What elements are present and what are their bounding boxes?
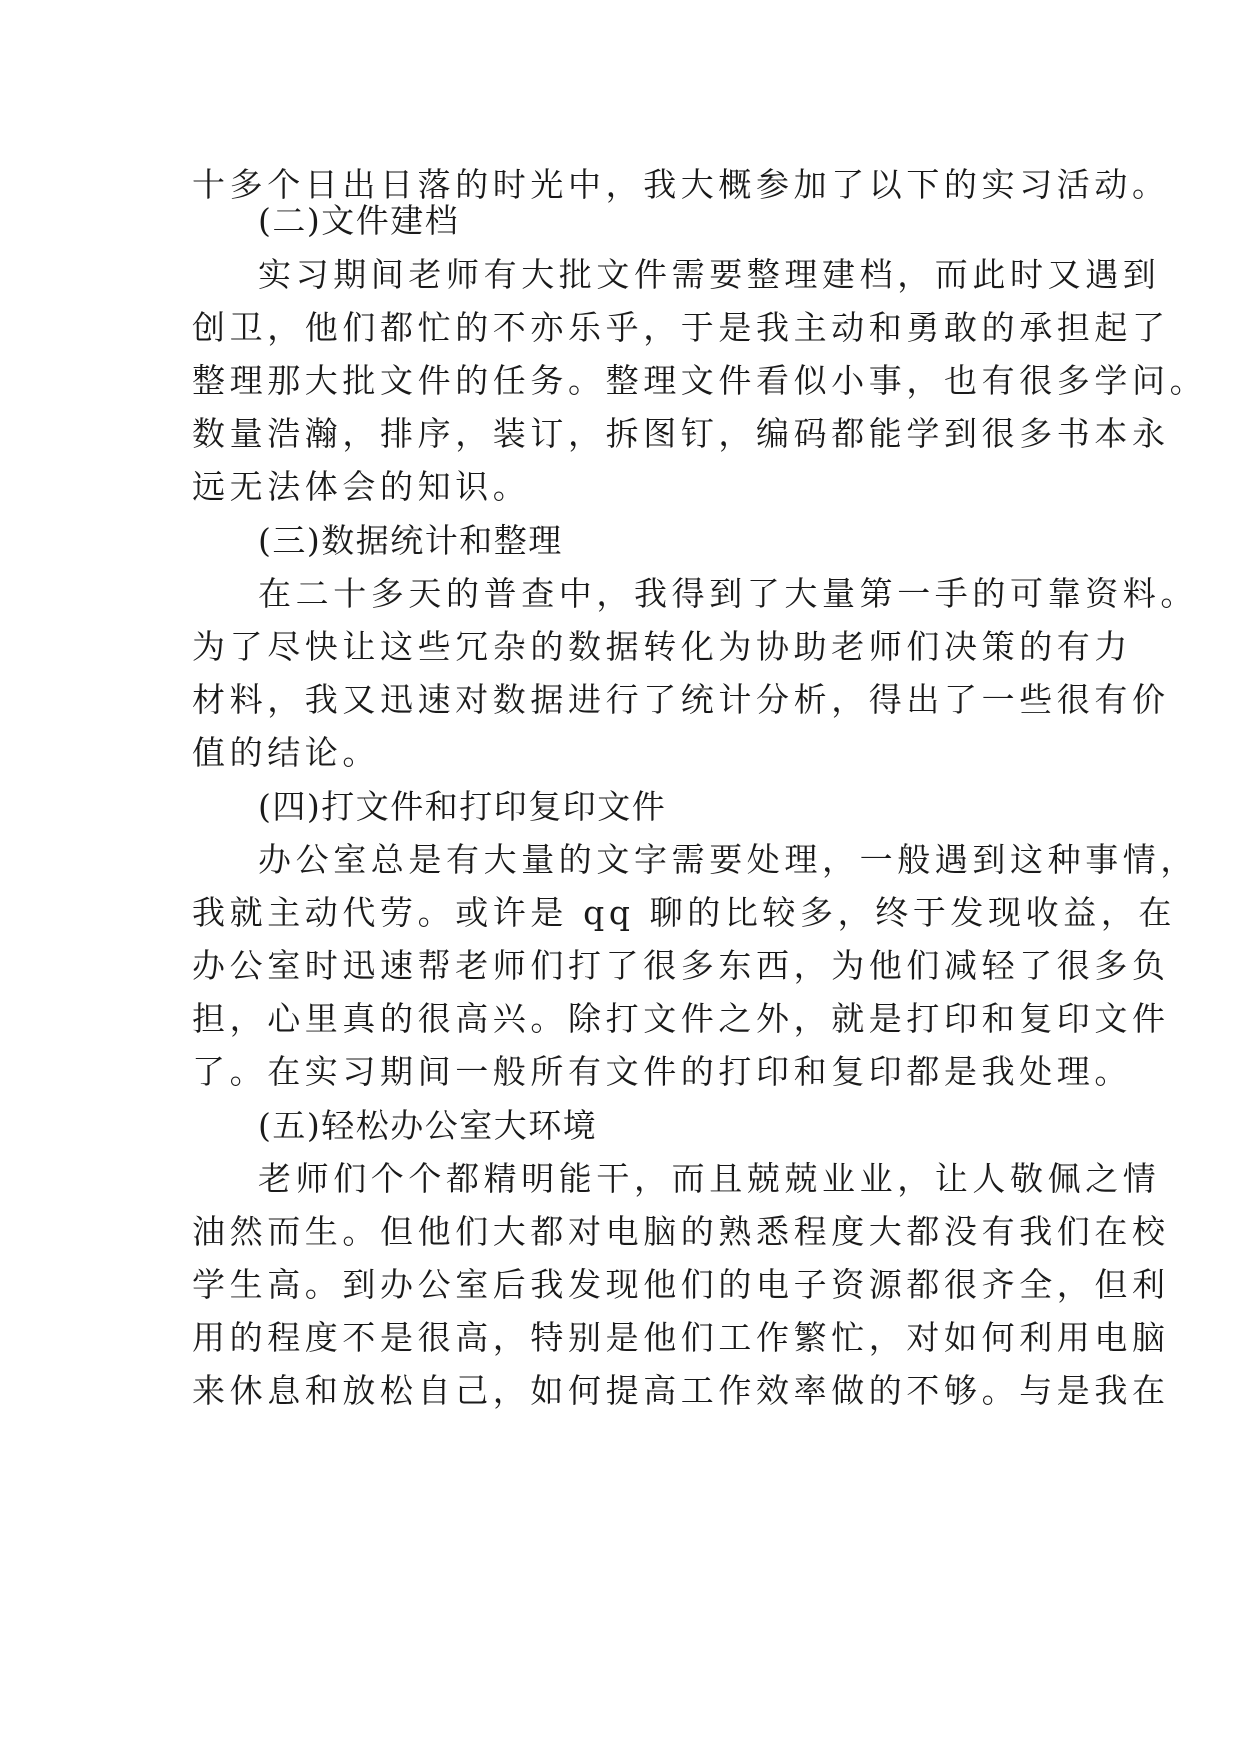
text-line: 老师们个个都精明能干，而且兢兢业业，让人敬佩之情	[258, 1159, 1161, 1198]
text-line: 我就主动代劳。或许是 qq 聊的比较多，终于发现收益，在	[192, 893, 1177, 932]
text-line: 用的程度不是很高，特别是他们工作繁忙，对如何利用电脑	[192, 1318, 1170, 1357]
text-line: 担，心里真的很高兴。除打文件之外，就是打印和复印文件	[192, 999, 1170, 1038]
text-line: 在二十多天的普查中，我得到了大量第一手的可靠资料。	[258, 574, 1198, 613]
section-heading: (四)打文件和打印复印文件	[258, 787, 667, 826]
text-line: 远无法体会的知识。	[192, 467, 531, 506]
section-heading: (二)文件建档	[258, 201, 460, 240]
text-line: 十多个日出日落的时光中，我大概参加了以下的实习活动。	[192, 165, 1170, 204]
section-heading: (三)数据统计和整理	[258, 521, 563, 560]
text-line: 办公室总是有大量的文字需要处理，一般遇到这种事情，	[258, 840, 1198, 879]
text-line: 了。在实习期间一般所有文件的打印和复印都是我处理。	[192, 1052, 1132, 1091]
text-line: 材料，我又迅速对数据进行了统计分析，得出了一些很有价	[192, 680, 1170, 719]
text-line: 油然而生。但他们大都对电脑的熟悉程度大都没有我们在校	[192, 1212, 1170, 1251]
text-line: 办公室时迅速帮老师们打了很多东西，为他们减轻了很多负	[192, 946, 1170, 985]
text-line: 为了尽快让这些冗杂的数据转化为协助老师们决策的有力	[192, 627, 1132, 666]
text-line: 数量浩瀚，排序，装订，拆图钉，编码都能学到很多书本永	[192, 414, 1170, 453]
section-heading: (五)轻松办公室大环境	[258, 1106, 598, 1145]
text-line: 来休息和放松自己，如何提高工作效率做的不够。与是我在	[192, 1371, 1170, 1410]
text-line: 值的结论。	[192, 733, 380, 772]
text-line: 整理那大批文件的任务。整理文件看似小事，也有很多学问。	[192, 361, 1208, 400]
text-line: 实习期间老师有大批文件需要整理建档，而此时又遇到	[258, 255, 1161, 294]
text-line: 创卫，他们都忙的不亦乐乎，于是我主动和勇敢的承担起了	[192, 308, 1170, 347]
text-line: 学生高。到办公室后我发现他们的电子资源都很齐全，但利	[192, 1265, 1170, 1304]
